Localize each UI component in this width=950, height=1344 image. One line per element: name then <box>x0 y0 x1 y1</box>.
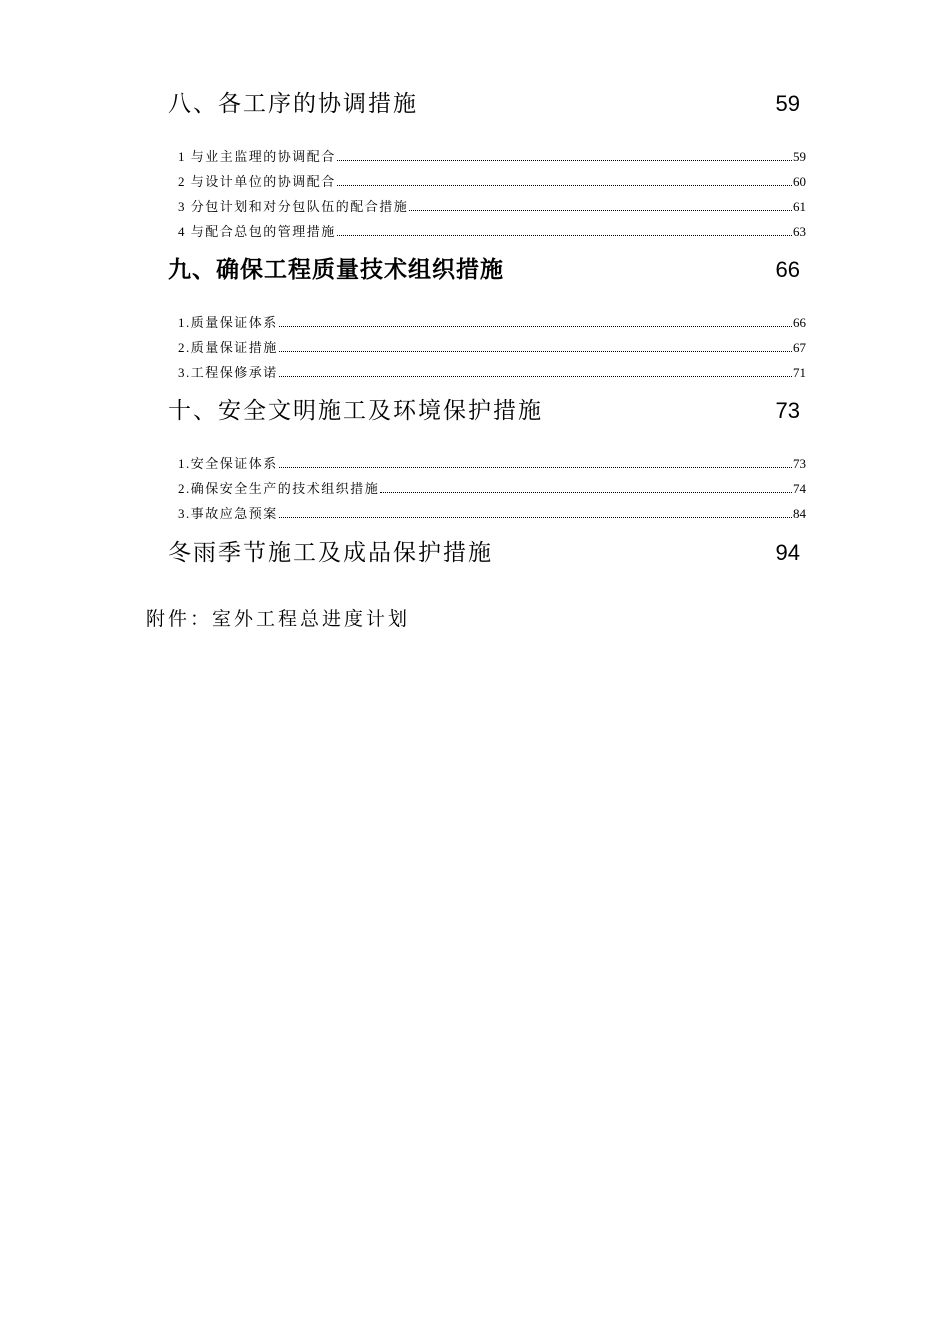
toc-entry-title: 1.安全保证体系 <box>178 456 278 471</box>
toc-entry-page: 61 <box>793 199 806 214</box>
toc-heading-title: 九、确保工程质量技术组织措施 <box>168 257 504 283</box>
dot-leader <box>409 209 792 211</box>
toc-entry-title: 3 分包计划和对分包队伍的配合措施 <box>178 199 409 214</box>
toc-entry-title: 1.质量保证体系 <box>178 315 278 330</box>
dot-leader <box>337 234 792 236</box>
toc-entry-page: 71 <box>793 365 806 380</box>
toc-heading-title: 十、安全文明施工及环境保护措施 <box>168 398 543 424</box>
toc-entry[interactable] <box>178 148 806 166</box>
toc-entry-title: 1 与业主监理的协调配合 <box>178 149 336 164</box>
toc-heading-title: 冬雨季节施工及成品保护措施 <box>168 540 493 566</box>
dot-leader <box>279 466 792 468</box>
toc-entry-title: 4 与配合总包的管理措施 <box>178 224 336 239</box>
toc-heading-page: 59 <box>775 91 800 116</box>
dot-leader <box>337 159 792 161</box>
dot-leader <box>279 375 792 377</box>
appendix-line: 附件：室外工程总进度计划 <box>146 608 411 630</box>
toc-entry[interactable] <box>178 173 806 191</box>
dot-leader <box>279 516 792 518</box>
toc-entry[interactable] <box>178 198 806 216</box>
toc-entry-title: 2 与设计单位的协调配合 <box>178 174 336 189</box>
toc-entry[interactable] <box>178 364 806 382</box>
toc-heading-seasonal[interactable] <box>168 538 800 568</box>
dot-leader <box>279 350 792 352</box>
toc-heading-title: 八、各工序的协调措施 <box>168 91 418 117</box>
dot-leader <box>337 184 792 186</box>
toc-entry-page: 84 <box>793 506 806 521</box>
toc-entry-page: 73 <box>793 456 806 471</box>
toc-entry-page: 67 <box>793 340 806 355</box>
toc-entry-page: 66 <box>793 315 806 330</box>
toc-entry[interactable] <box>178 223 806 241</box>
toc-entry[interactable] <box>178 480 806 498</box>
toc-entry[interactable] <box>178 505 806 523</box>
toc-entry-title: 2.确保安全生产的技术组织措施 <box>178 481 380 496</box>
toc-entry-page: 63 <box>793 224 806 239</box>
toc-entry-title: 2.质量保证措施 <box>178 340 278 355</box>
dot-leader <box>380 491 792 493</box>
toc-entry-title: 3.事故应急预案 <box>178 506 278 521</box>
toc-entry[interactable] <box>178 314 806 332</box>
toc-heading-page: 94 <box>775 540 800 565</box>
toc-heading-page: 73 <box>775 398 800 423</box>
toc-entry[interactable] <box>178 455 806 473</box>
toc-heading-section-8[interactable] <box>168 89 800 119</box>
toc-heading-section-9[interactable] <box>168 255 800 285</box>
toc-entry-page: 60 <box>793 174 806 189</box>
toc-entry-title: 3.工程保修承诺 <box>178 365 278 380</box>
toc-entry-page: 74 <box>793 481 806 496</box>
toc-heading-page: 66 <box>775 257 800 282</box>
toc-heading-section-10[interactable] <box>168 396 800 426</box>
toc-entry[interactable] <box>178 339 806 357</box>
toc-entry-page: 59 <box>793 149 806 164</box>
dot-leader <box>279 325 792 327</box>
